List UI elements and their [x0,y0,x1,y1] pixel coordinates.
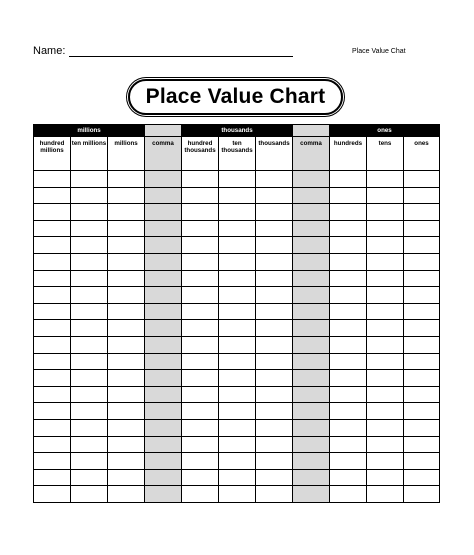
comma-cell [293,419,330,436]
digit-cell[interactable] [34,220,71,237]
digit-cell[interactable] [219,370,256,387]
digit-cell[interactable] [330,171,367,188]
digit-cell[interactable] [71,253,108,270]
table-row [34,287,440,304]
digit-cell[interactable] [182,386,219,403]
comma-cell [293,187,330,204]
digit-cell[interactable] [182,253,219,270]
digit-cell[interactable] [71,320,108,337]
digit-cell[interactable] [182,403,219,420]
digit-cell[interactable] [182,419,219,436]
digit-cell[interactable] [108,204,145,221]
digit-cell[interactable] [108,171,145,188]
digit-cell[interactable] [219,469,256,486]
col-ten-millions: ten millions [71,137,108,171]
digit-cell[interactable] [404,403,440,420]
comma-cell [145,287,182,304]
digit-cell[interactable] [219,237,256,254]
digit-cell[interactable] [108,270,145,287]
digit-cell[interactable] [256,419,293,436]
digit-cell[interactable] [219,320,256,337]
digit-cell[interactable] [34,453,71,470]
digit-cell[interactable] [219,419,256,436]
digit-cell[interactable] [108,320,145,337]
digit-cell[interactable] [182,270,219,287]
comma-cell [145,370,182,387]
comma-cell [145,171,182,188]
digit-cell[interactable] [182,370,219,387]
digit-cell[interactable] [34,353,71,370]
digit-cell[interactable] [367,270,404,287]
comma-cell [293,220,330,237]
period-header-row [34,125,440,137]
comma-cell [145,436,182,453]
table-row [34,303,440,320]
digit-cell[interactable] [404,336,440,353]
digit-cell[interactable] [330,436,367,453]
digit-cell[interactable] [404,386,440,403]
digit-cell[interactable] [330,370,367,387]
comma-cell [293,320,330,337]
digit-cell[interactable] [34,320,71,337]
comma-cell [145,253,182,270]
digit-cell[interactable] [256,453,293,470]
digit-cell[interactable] [256,386,293,403]
digit-cell[interactable] [330,320,367,337]
digit-cell[interactable] [367,171,404,188]
comma-cell [145,187,182,204]
digit-cell[interactable] [404,353,440,370]
digit-cell[interactable] [71,187,108,204]
table-row [34,403,440,420]
digit-cell[interactable] [71,469,108,486]
digit-cell[interactable] [182,353,219,370]
digit-cell[interactable] [108,436,145,453]
table-row [34,220,440,237]
digit-cell[interactable] [404,303,440,320]
digit-cell[interactable] [34,436,71,453]
table-row [34,270,440,287]
digit-cell[interactable] [219,253,256,270]
digit-cell[interactable] [34,287,71,304]
digit-cell[interactable] [108,370,145,387]
digit-cell[interactable] [71,419,108,436]
digit-cell[interactable] [256,253,293,270]
digit-cell[interactable] [219,187,256,204]
comma-cell [145,237,182,254]
digit-cell[interactable] [404,204,440,221]
comma-cell [145,486,182,503]
digit-cell[interactable] [256,270,293,287]
digit-cell[interactable] [330,204,367,221]
digit-cell[interactable] [330,187,367,204]
digit-cell[interactable] [182,453,219,470]
period-millions: millions [34,125,145,137]
digit-cell[interactable] [330,469,367,486]
digit-cell[interactable] [330,287,367,304]
digit-cell[interactable] [256,436,293,453]
digit-cell[interactable] [367,353,404,370]
digit-cell[interactable] [34,419,71,436]
digit-cell[interactable] [182,320,219,337]
digit-cell[interactable] [34,171,71,188]
digit-cell[interactable] [256,204,293,221]
comma-cell [145,320,182,337]
digit-cell[interactable] [256,486,293,503]
digit-cell[interactable] [34,403,71,420]
digit-cell[interactable] [404,220,440,237]
digit-cell[interactable] [108,469,145,486]
digit-cell[interactable] [256,171,293,188]
comma-cell [145,220,182,237]
digit-cell[interactable] [108,187,145,204]
table-row [34,486,440,503]
table-row [34,320,440,337]
digit-cell[interactable] [256,336,293,353]
digit-cell[interactable] [330,336,367,353]
digit-cell[interactable] [330,403,367,420]
comma-cell [293,386,330,403]
digit-cell[interactable] [256,469,293,486]
digit-cell[interactable] [404,436,440,453]
digit-cell[interactable] [404,453,440,470]
comma-cell [293,436,330,453]
table-row [34,419,440,436]
digit-cell[interactable] [219,336,256,353]
name-line[interactable] [69,44,293,57]
col-hundred-millions: hundred millions [34,137,71,171]
digit-cell[interactable] [219,486,256,503]
digit-cell[interactable] [404,237,440,254]
digit-cell[interactable] [219,204,256,221]
comma-cell [293,270,330,287]
digit-cell[interactable] [330,270,367,287]
digit-cell[interactable] [330,419,367,436]
digit-cell[interactable] [108,287,145,304]
digit-cell[interactable] [182,469,219,486]
digit-cell[interactable] [330,237,367,254]
period-spacer-1 [145,125,182,137]
comma-cell [145,353,182,370]
table-row [34,436,440,453]
comma-cell [293,469,330,486]
digit-cell[interactable] [404,486,440,503]
digit-cell[interactable] [108,253,145,270]
col-comma-2: comma [293,137,330,171]
comma-cell [145,303,182,320]
table-row [34,370,440,387]
digit-cell[interactable] [404,370,440,387]
table-row [34,353,440,370]
comma-cell [293,303,330,320]
table-row [34,469,440,486]
digit-cell[interactable] [367,386,404,403]
digit-cell[interactable] [182,336,219,353]
digit-cell[interactable] [71,270,108,287]
digit-cell[interactable] [108,353,145,370]
digit-cell[interactable] [404,171,440,188]
digit-cell[interactable] [71,171,108,188]
digit-cell[interactable] [182,436,219,453]
digit-cell[interactable] [71,453,108,470]
name-label: Name: [33,45,66,57]
digit-cell[interactable] [256,320,293,337]
digit-cell[interactable] [34,204,71,221]
digit-cell[interactable] [219,303,256,320]
col-hundred-thousands: hundred thousands [182,137,219,171]
digit-cell[interactable] [182,187,219,204]
digit-cell[interactable] [256,403,293,420]
digit-cell[interactable] [367,436,404,453]
comma-cell [293,237,330,254]
digit-cell[interactable] [34,270,71,287]
digit-cell[interactable] [367,320,404,337]
digit-cell[interactable] [330,486,367,503]
digit-cell[interactable] [256,370,293,387]
table-row [34,171,440,188]
digit-cell[interactable] [219,270,256,287]
digit-cell[interactable] [71,336,108,353]
digit-cell[interactable] [219,436,256,453]
digit-cell[interactable] [71,220,108,237]
digit-cell[interactable] [256,303,293,320]
digit-cell[interactable] [34,370,71,387]
comma-cell [145,336,182,353]
comma-cell [293,204,330,221]
comma-cell [293,453,330,470]
table-row [34,386,440,403]
comma-cell [293,403,330,420]
comma-cell [293,370,330,387]
digit-cell[interactable] [256,287,293,304]
place-header-row [34,137,440,171]
digit-cell[interactable] [330,303,367,320]
digit-cell[interactable] [108,386,145,403]
digit-cell[interactable] [34,253,71,270]
comma-cell [293,253,330,270]
table-row [34,453,440,470]
digit-cell[interactable] [256,353,293,370]
digit-cell[interactable] [34,303,71,320]
digit-cell[interactable] [219,386,256,403]
table-row [34,204,440,221]
comma-cell [145,453,182,470]
digit-cell[interactable] [330,386,367,403]
digit-cell[interactable] [256,220,293,237]
digit-cell[interactable] [34,187,71,204]
digit-cell[interactable] [404,287,440,304]
digit-cell[interactable] [330,453,367,470]
digit-cell[interactable] [367,287,404,304]
digit-cell[interactable] [71,486,108,503]
col-thousands: thousands [256,137,293,171]
digit-cell[interactable] [108,303,145,320]
col-tens: tens [367,137,404,171]
digit-cell[interactable] [404,320,440,337]
digit-cell[interactable] [219,220,256,237]
digit-cell[interactable] [108,403,145,420]
digit-cell[interactable] [367,220,404,237]
comma-cell [293,336,330,353]
digit-cell[interactable] [71,287,108,304]
name-field[interactable] [33,44,293,57]
digit-cell[interactable] [108,453,145,470]
digit-cell[interactable] [71,237,108,254]
digit-cell[interactable] [219,453,256,470]
comma-cell [145,204,182,221]
digit-cell[interactable] [367,237,404,254]
header-right-text: Place Value Chat [352,48,406,55]
period-thousands: thousands [182,125,293,137]
period-ones: ones [330,125,440,137]
comma-cell [145,419,182,436]
col-ten-thousands: ten thousands [219,137,256,171]
digit-cell[interactable] [71,386,108,403]
digit-cell[interactable] [330,253,367,270]
col-millions: millions [108,137,145,171]
digit-cell[interactable] [404,253,440,270]
col-ones: ones [404,137,440,171]
digit-cell[interactable] [182,220,219,237]
digit-cell[interactable] [404,270,440,287]
digit-cell[interactable] [71,403,108,420]
table-row [34,253,440,270]
digit-cell[interactable] [34,336,71,353]
digit-cell[interactable] [367,469,404,486]
digit-cell[interactable] [367,336,404,353]
table-row [34,237,440,254]
digit-cell[interactable] [367,403,404,420]
comma-cell [145,403,182,420]
page-title: Place Value Chart [128,79,343,115]
digit-cell[interactable] [71,204,108,221]
comma-cell [293,171,330,188]
digit-cell[interactable] [367,187,404,204]
chart-body [34,171,440,503]
digit-cell[interactable] [108,220,145,237]
digit-cell[interactable] [404,469,440,486]
digit-cell[interactable] [182,237,219,254]
digit-cell[interactable] [182,171,219,188]
digit-cell[interactable] [71,436,108,453]
digit-cell[interactable] [71,303,108,320]
comma-cell [145,386,182,403]
comma-cell [293,287,330,304]
digit-cell[interactable] [367,453,404,470]
digit-cell[interactable] [34,237,71,254]
digit-cell[interactable] [404,419,440,436]
digit-cell[interactable] [71,353,108,370]
period-spacer-2 [293,125,330,137]
digit-cell[interactable] [108,486,145,503]
digit-cell[interactable] [34,486,71,503]
digit-cell[interactable] [367,253,404,270]
comma-cell [145,469,182,486]
digit-cell[interactable] [182,303,219,320]
digit-cell[interactable] [108,336,145,353]
digit-cell[interactable] [219,171,256,188]
digit-cell[interactable] [219,403,256,420]
table-row [34,336,440,353]
comma-cell [145,270,182,287]
col-comma-1: comma [145,137,182,171]
digit-cell[interactable] [182,204,219,221]
place-value-table [33,124,440,503]
digit-cell[interactable] [71,370,108,387]
digit-cell[interactable] [330,353,367,370]
digit-cell[interactable] [367,486,404,503]
table-row [34,187,440,204]
digit-cell[interactable] [219,353,256,370]
digit-cell[interactable] [330,220,367,237]
digit-cell[interactable] [256,187,293,204]
digit-cell[interactable] [34,469,71,486]
digit-cell[interactable] [108,237,145,254]
digit-cell[interactable] [367,370,404,387]
digit-cell[interactable] [367,204,404,221]
digit-cell[interactable] [367,419,404,436]
col-hundreds: hundreds [330,137,367,171]
digit-cell[interactable] [34,386,71,403]
digit-cell[interactable] [219,287,256,304]
digit-cell[interactable] [404,187,440,204]
comma-cell [293,353,330,370]
comma-cell [293,486,330,503]
digit-cell[interactable] [367,303,404,320]
digit-cell[interactable] [256,237,293,254]
digit-cell[interactable] [182,287,219,304]
digit-cell[interactable] [182,486,219,503]
digit-cell[interactable] [108,419,145,436]
